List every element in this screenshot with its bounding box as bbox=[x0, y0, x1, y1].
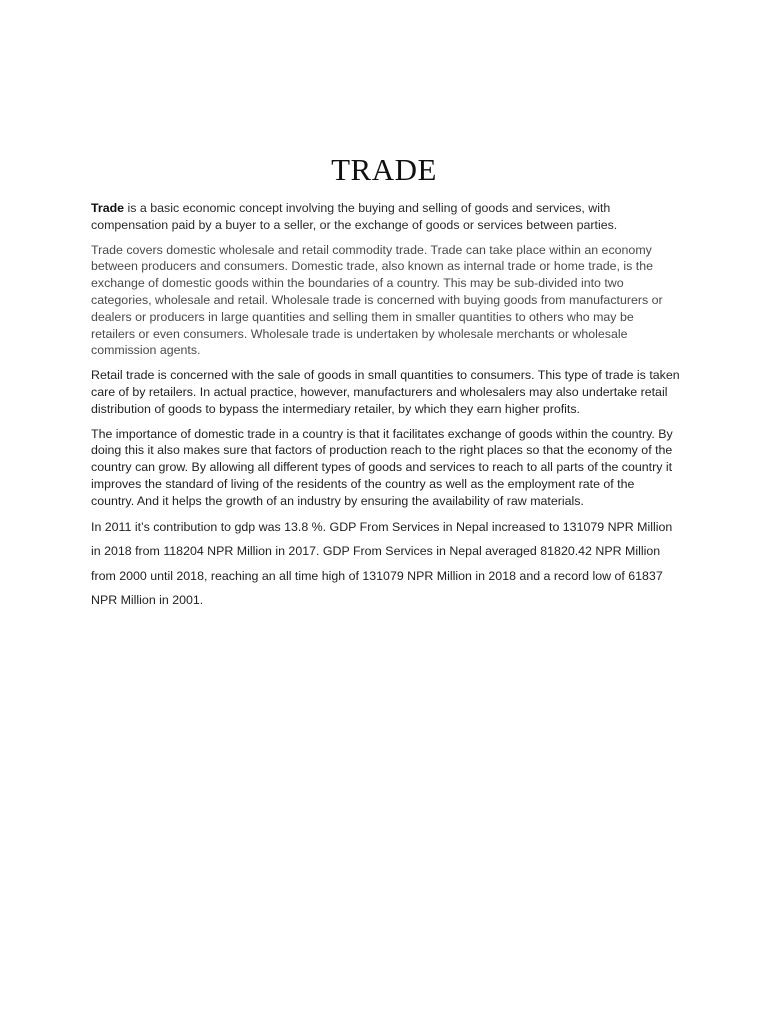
document-body bbox=[91, 200, 680, 621]
paragraph-domestic-trade: Trade covers domestic wholesale and retail commodity trade. Trade can take place within an economy between producers and consumers. Domestic trade, also known as internal trade or home trade, is the exchange of domestic goods within the boundaries of a country. This may be sub-divided into two categories, wholesale and retail. Wholesale trade is concerned with buying goods from manufacturers or dealers or producers in large quantities and selling them in smaller quantities to others who may be retailers or even consumers. Wholesale trade is undertaken by wholesale merchants or wholesale commission agents. bbox=[91, 242, 663, 358]
paragraph-text: is a basic economic concept involving the buying and selling of goods and services, with compensation paid by a buyer to a seller, or the exchange of goods or services between parties. bbox=[91, 201, 618, 232]
lead-term: Trade bbox=[91, 201, 125, 215]
paragraph-importance: The importance of domestic trade in a country is that it facilitates exchange of goods within the country. By doing this it also makes sure that factors of production reach to the right places so that the economy of the country can grow. By allowing all different types of goods and services to reach to all parts of the country it improves the standard of living of the residents of the country as well as the employment rate of the country. And it helps the growth of an industry by ensuring the availability of raw materials. bbox=[91, 426, 673, 508]
paragraph-gdp-statistics: In 2011 it’s contribution to gdp was 13.8 %. GDP From Services in Nepal increased to 131079 NPR Million in 2018 from 118204 NPR Million in 2017. GDP From Services in Nepal averaged 81820.42 NPR Million from 2000 until 2018, reaching an all time high of 131079 NPR Million in 2018 and a record low of 61837 NPR Million in 2001. bbox=[91, 519, 673, 608]
paragraph-retail-trade: Retail trade is concerned with the sale of goods in small quantities to consumers. This type of trade is taken care of by retailers. In actual practice, however, manufacturers and wholesalers may also undertake retail distribution of goods to bypass the intermediary retailer, by which they earn higher profits. bbox=[91, 368, 680, 416]
paragraph-definition bbox=[91, 200, 680, 234]
document-title: TRADE bbox=[331, 152, 437, 187]
